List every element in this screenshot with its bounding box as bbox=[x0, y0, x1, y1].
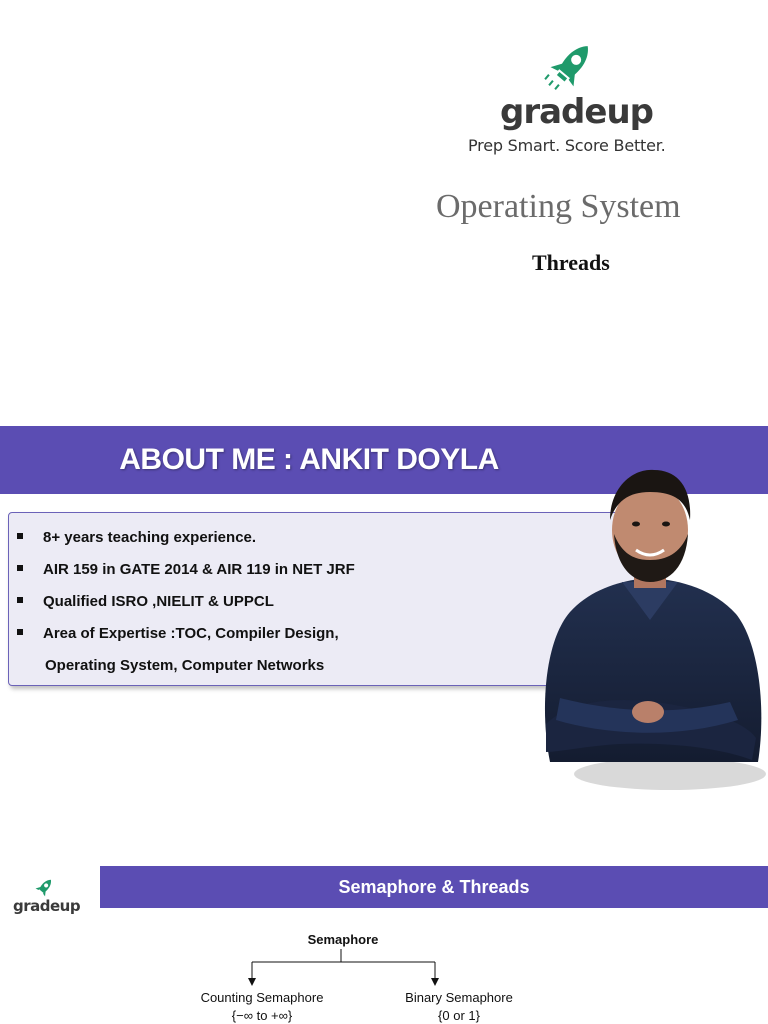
semaphore-header-text: Semaphore & Threads bbox=[338, 876, 530, 897]
presenter-photo bbox=[530, 462, 768, 798]
logo-wordmark: gradeup bbox=[13, 897, 81, 915]
about-bullet-list bbox=[17, 529, 355, 689]
bullet-icon bbox=[17, 565, 23, 571]
slide-title: Operating System bbox=[436, 188, 681, 225]
bullet-icon bbox=[17, 629, 23, 635]
arrow-down-icon bbox=[431, 978, 439, 986]
list-item: 8+ years teaching experience. bbox=[17, 529, 355, 561]
list-item-continuation: Operating System, Computer Networks bbox=[45, 657, 325, 674]
slide-subtitle: Threads bbox=[532, 250, 610, 275]
tree-right-label: Binary Semaphore bbox=[405, 990, 513, 1005]
list-item: Area of Expertise :TOC, Compiler Design, bbox=[17, 625, 355, 657]
tree-left-label: Counting Semaphore bbox=[200, 990, 324, 1005]
bullet-icon bbox=[17, 597, 23, 603]
about-header-text: ABOUT ME : ANKIT DOYLA bbox=[119, 443, 499, 476]
arrow-down-icon bbox=[248, 978, 256, 986]
semaphore-header-bar bbox=[100, 866, 768, 908]
rocket-icon bbox=[542, 38, 600, 94]
gradeup-logo-small bbox=[10, 876, 80, 918]
tree-right-range: {0 or 1} bbox=[438, 1008, 480, 1023]
list-item: Qualified ISRO ,NIELIT & UPPCL bbox=[17, 593, 355, 625]
tree-root-label: Semaphore bbox=[307, 932, 379, 947]
tree-left-range: {−∞ to +∞} bbox=[231, 1008, 293, 1023]
list-item: AIR 159 in GATE 2014 & AIR 119 in NET JRF bbox=[17, 561, 355, 593]
bullet-icon bbox=[17, 533, 23, 539]
logo-tagline: Prep Smart. Score Better. bbox=[468, 136, 666, 155]
logo-wordmark: gradeup bbox=[500, 92, 653, 132]
semaphore-tree-diagram bbox=[0, 920, 768, 1024]
